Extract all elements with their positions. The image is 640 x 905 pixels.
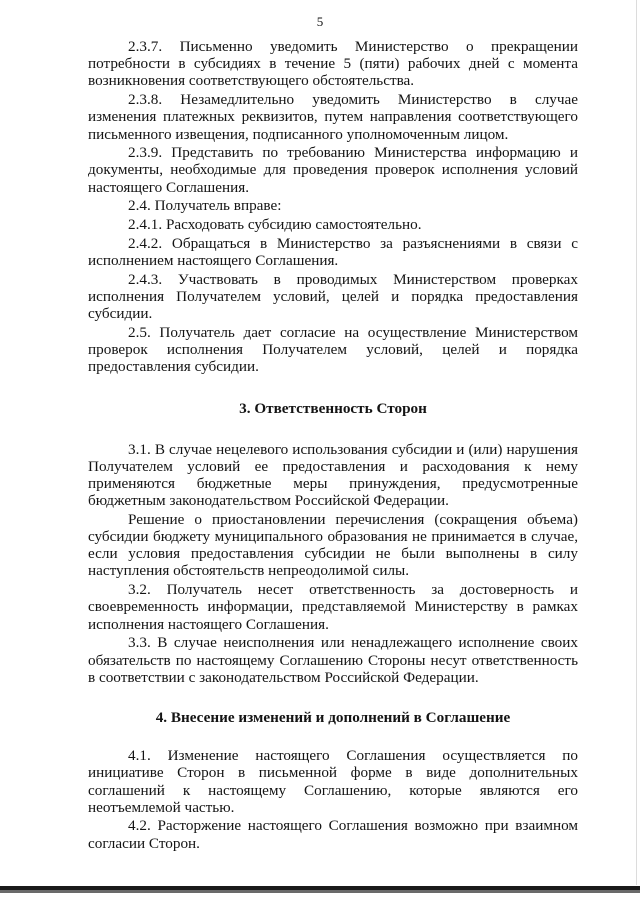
document-body bbox=[88, 38, 578, 853]
paragraph-4-2: 4.2. Расторжение настоящего Соглашения возможно при взаимном согласии Сторон. bbox=[88, 817, 578, 852]
paragraph-2-4-1: 2.4.1. Расходовать субсидию самостоятельно. bbox=[128, 216, 422, 234]
paragraph-3-3: 3.3. В случае неисполнения или ненадлежащего исполнение своих обязательств по настоящему Соглашению Стороны несут ответственность в соответствии с законодательством Российской Федерации. bbox=[88, 634, 578, 686]
paragraph-2-3-9: 2.3.9. Представить по требованию Министерства информацию и документы, необходимые для проведения проверок исполнения условий настоящего Соглашения. bbox=[88, 144, 578, 196]
paragraph-3-1-decision: Решение о приостановлении перечисления (сокращения объема) субсидии бюджету муниципального образования не принимается в случае, если условия предоставления субсидии не были выполнены в силу наступления обстоятельств непреодолимой силы. bbox=[88, 510, 578, 580]
paragraph-4-1: 4.1. Изменение настоящего Соглашения осуществляется по инициативе Сторон в письменной форме в виде дополнительных соглашений к настоящему Соглашению, которые являются его неотъемлемой частью. bbox=[88, 747, 578, 816]
paragraph-2-5: 2.5. Получатель дает согласие на осуществление Министерством проверок исполнения Получателем условий, целей и порядка предоставления субсидии. bbox=[88, 323, 578, 376]
paragraph-2-3-7: 2.3.7. Письменно уведомить Министерство о прекращении потребности в субсидиях в течение 5 (пяти) рабочих дней с момента возникновения соответствующего обстоятельства. bbox=[88, 38, 578, 90]
page-right-edge bbox=[636, 0, 637, 885]
paragraph-2-4-3: 2.4.3. Участвовать в проводимых Министерством проверках исполнения Получателем условий, целей и порядка предоставления субсидии. bbox=[88, 270, 578, 323]
section-4-heading: 4. Внесение изменений и дополнений в Соглашение bbox=[155, 708, 511, 726]
paragraph-2-4-2: 2.4.2. Обращаться в Министерство за разъяснениями в связи с исполнением настоящего Соглашения. bbox=[88, 234, 578, 269]
paragraph-3-1: 3.1. В случае нецелевого использования субсидии и (или) нарушения Получателем условий ее предоставления и расходования к нему применяются бюджетные меры принуждения, предусмотренные бюджетным законодательством Российской Федерации. bbox=[88, 440, 578, 510]
page-bottom-shadow bbox=[0, 890, 640, 893]
page-number: 5 bbox=[316, 14, 324, 29]
paragraph-2-4: 2.4. Получатель вправе: bbox=[128, 197, 282, 215]
paragraph-3-2: 3.2. Получатель несет ответственность за достоверность и своевременность информации, представляемой Министерству в рамках исполнения настоящего Соглашения. bbox=[88, 581, 578, 633]
paragraph-2-3-8: 2.3.8. Незамедлительно уведомить Министерство в случае изменения платежных реквизитов, путем направления соответствующего письменного извещения, подписанного уполномоченным лицом. bbox=[88, 91, 578, 143]
section-3-heading: 3. Ответственность Сторон bbox=[239, 400, 427, 418]
